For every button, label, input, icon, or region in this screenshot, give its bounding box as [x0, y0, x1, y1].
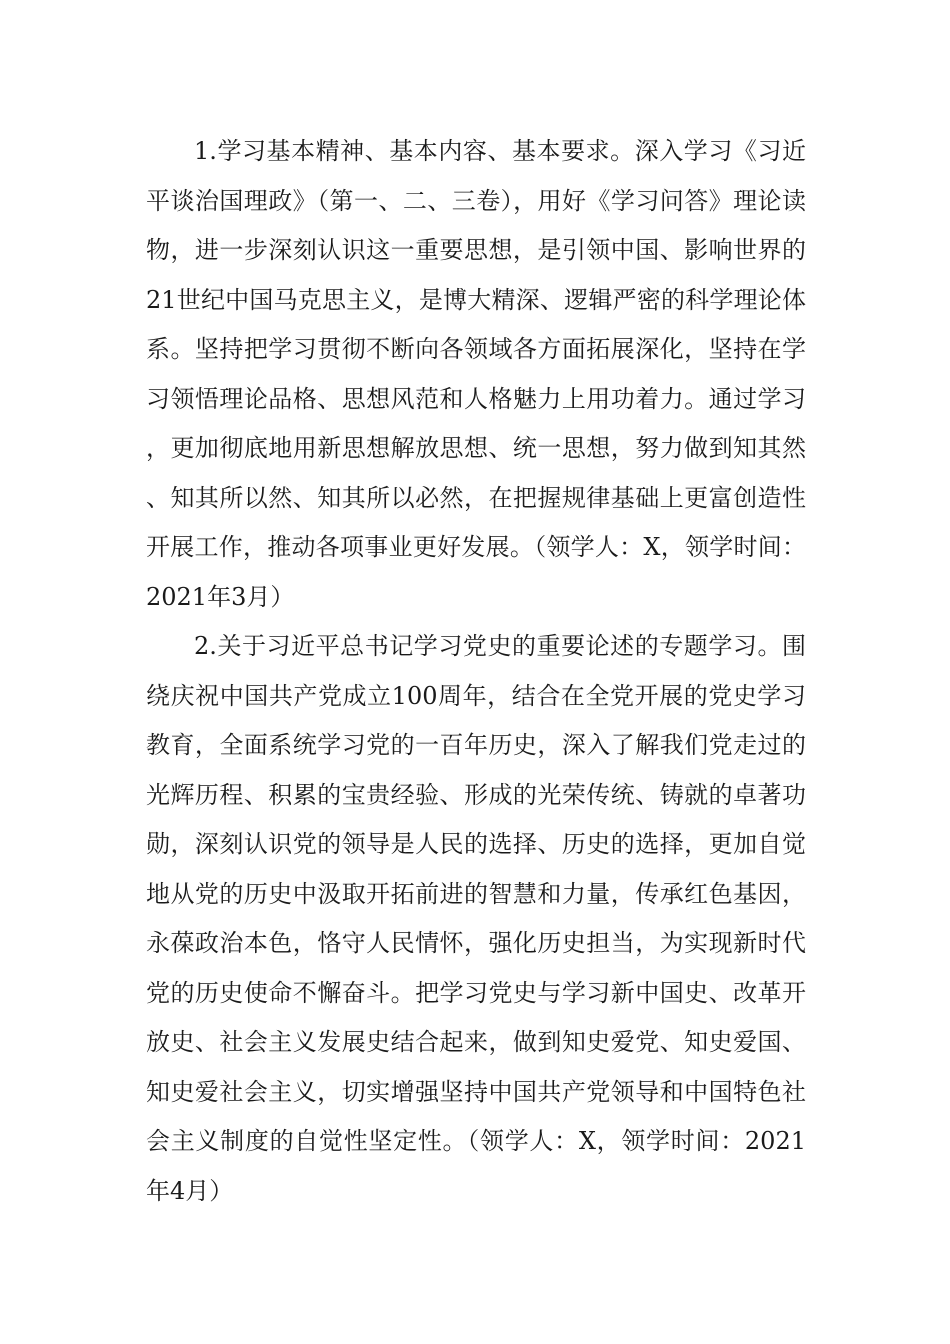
document-body [146, 127, 806, 1216]
paragraph-party-history-study: 2.关于习近平总书记学习党史的重要论述的专题学习。围绕庆祝中国共产党成立100周年，结合在全党开展的党史学习教育，全面系统学习党的一百年历史，深入了解我们党走过的光辉历程、积累的宝贵经验、形成的光荣传统、铸就的卓著功勋，深刻认识党的领导是人民的选择、历史的选择，更加自觉地从党的历史中汲取开拓前进的智慧和力量，传承红色基因，永葆政治本色，恪守人民情怀，强化历史担当，为实现新时代党的历史使命不懈奋斗。把学习党史与学习新中国史、改革开放史、社会主义发展史结合起来，做到知史爱党、知史爱国、知史爱社会主义，切实增强坚持中国共产党领导和中国特色社会主义制度的自觉性坚定性。（领学人：X，领学时间：2021年4月） [146, 632, 806, 1205]
paragraph-study-basic-spirit: 1.学习基本精神、基本内容、基本要求。深入学习《习近平谈治国理政》（第一、二、三卷），用好《学习问答》理论读物，进一步深刻认识这一重要思想，是引领中国、影响世界的21世纪中国马克思主义，是博大精深、逻辑严密的科学理论体系。坚持把学习贯彻不断向各领域各方面拓展深化，坚持在学习领悟理论品格、思想风范和人格魅力上用功着力。通过学习，更加彻底地用新思想解放思想、统一思想，努力做到知其然、知其所以然、知其所以必然，在把握规律基础上更富创造性开展工作，推动各项事业更好发展。（领学人：X，领学时间：2021年3月） [146, 137, 806, 611]
